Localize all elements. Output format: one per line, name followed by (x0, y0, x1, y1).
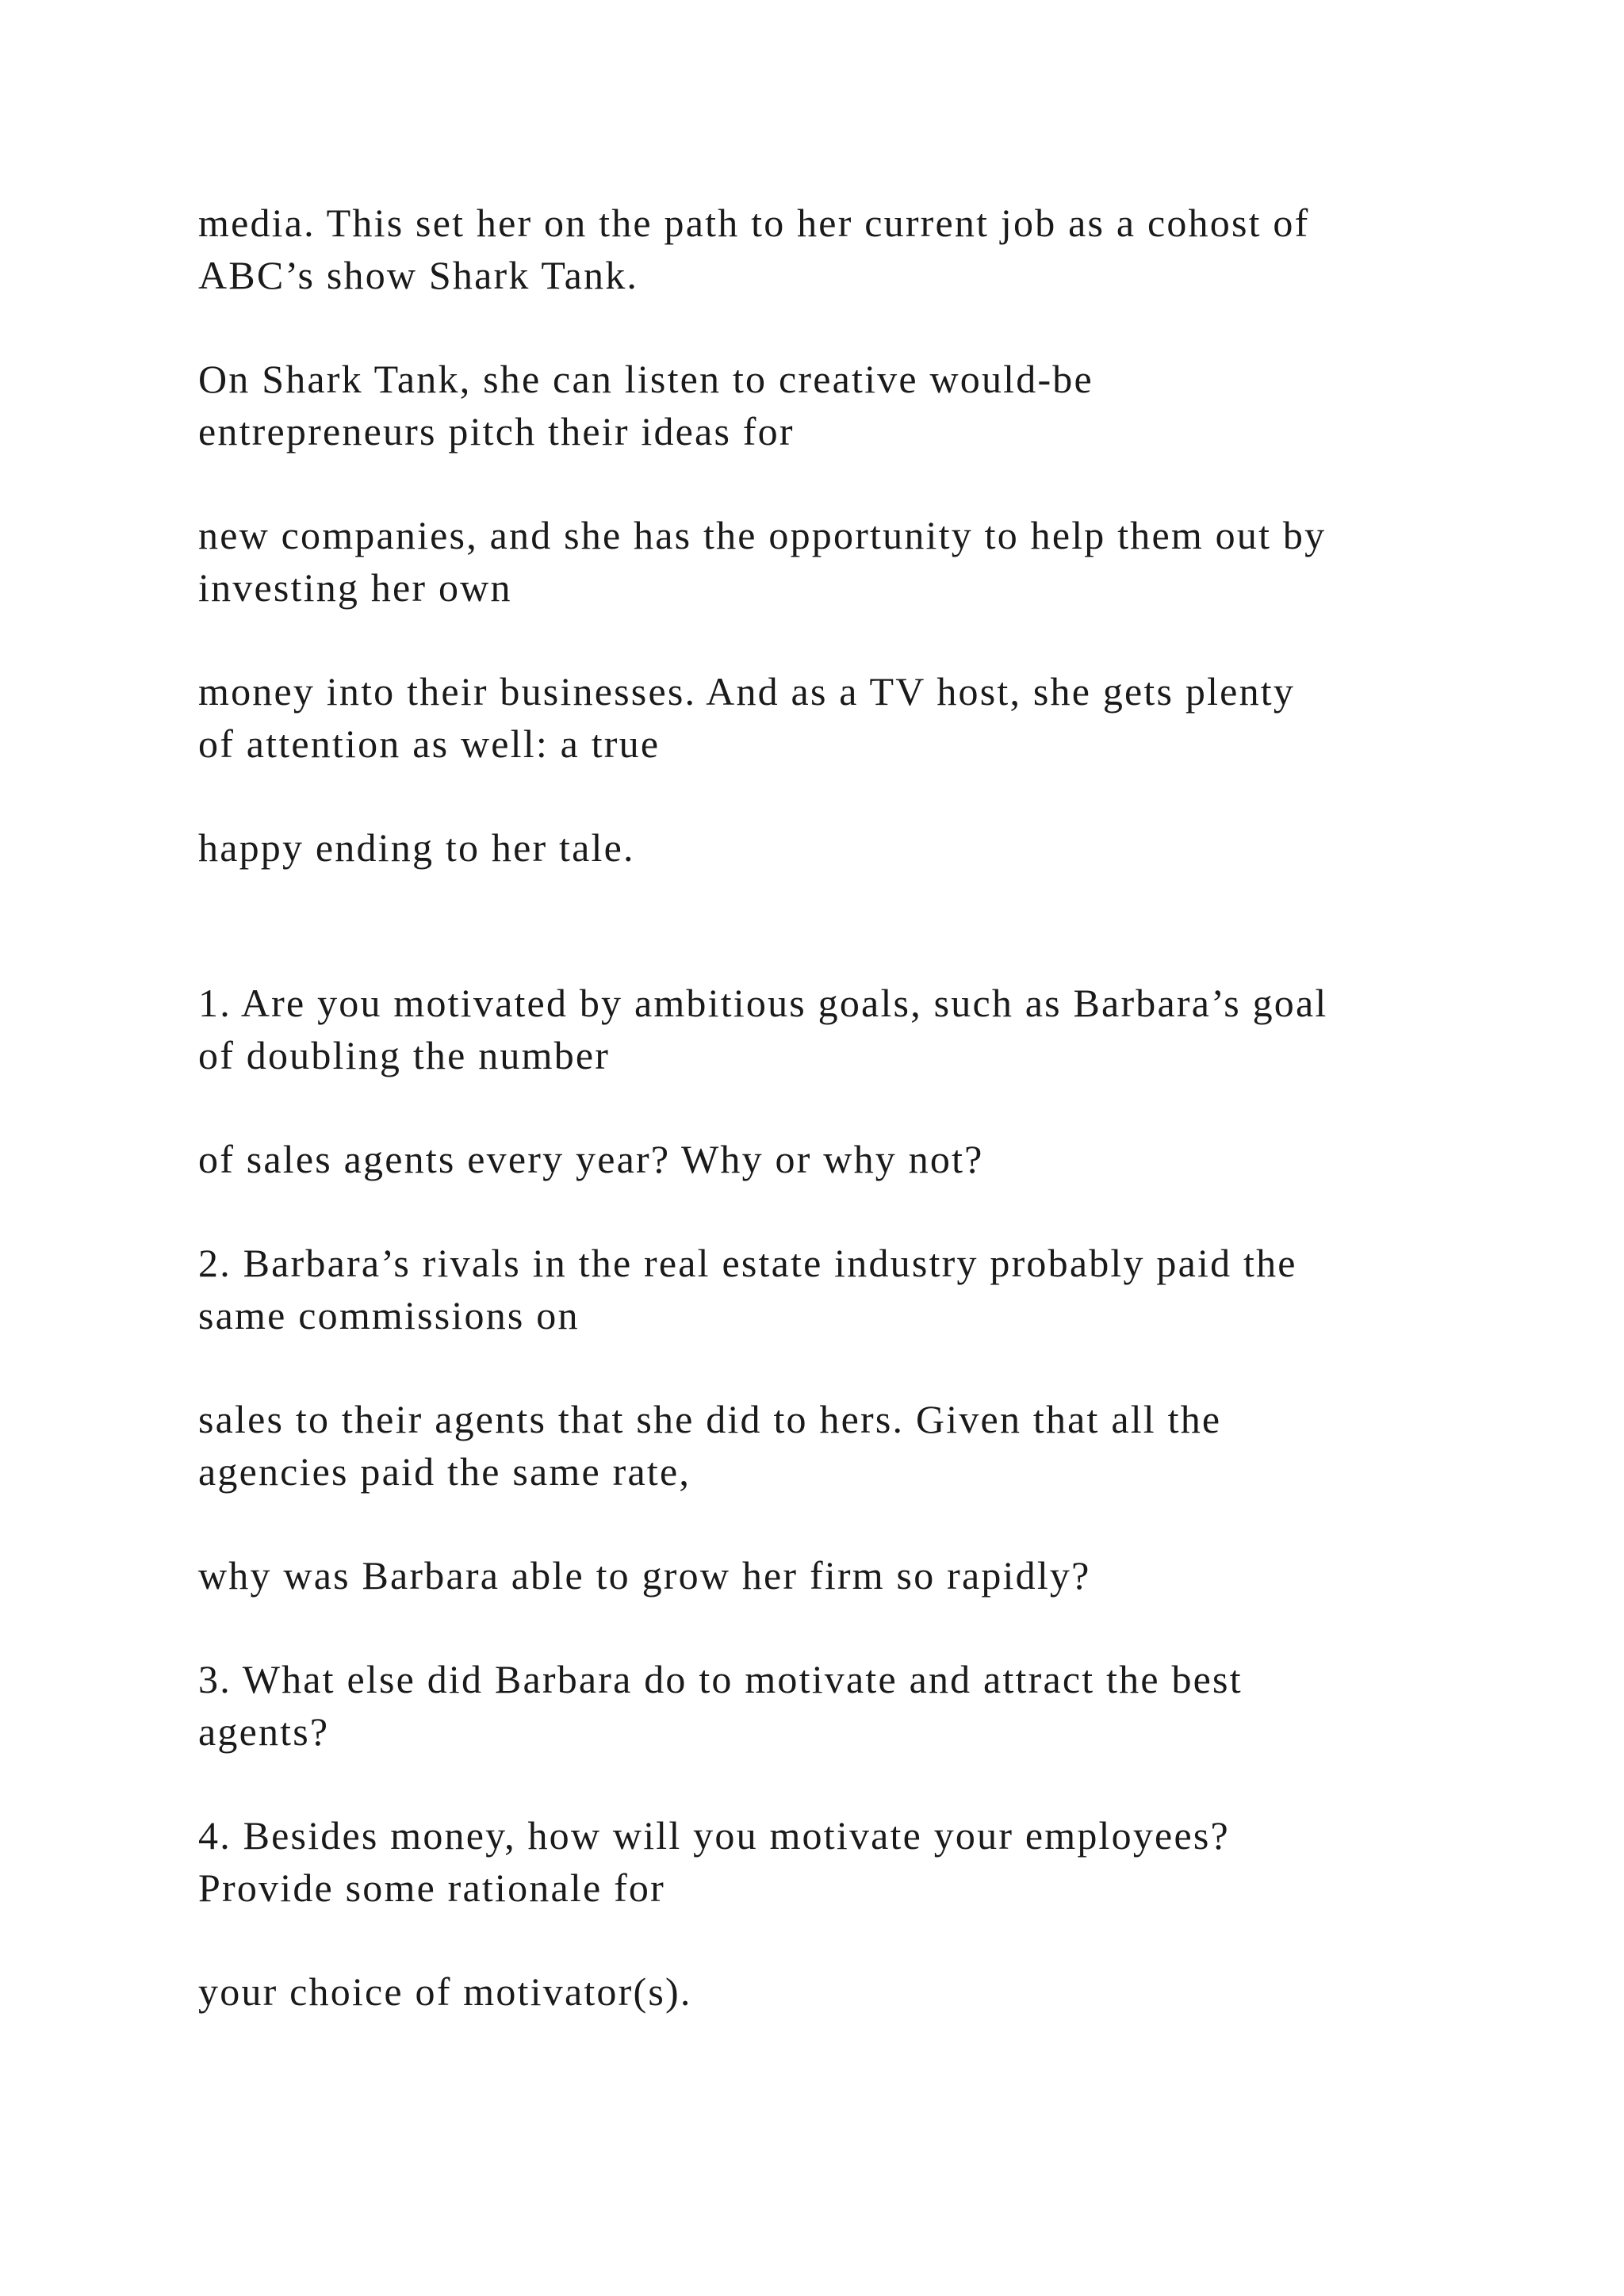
text-line: money into their businesses. And as a TV host, she gets plenty (198, 669, 1296, 714)
text-line: agencies paid the same rate, (198, 1449, 691, 1494)
text-line: Provide some rationale for (198, 1866, 665, 1910)
question-paragraph (198, 1809, 1499, 1914)
text-line: same commissions on (198, 1293, 580, 1337)
text-line: entrepreneurs pitch their ideas for (198, 409, 795, 453)
text-line: investing her own (198, 565, 512, 610)
text-line: 4. Besides money, how will you motivate your employees? (198, 1813, 1230, 1858)
text-line: why was Barbara able to grow her firm so rapidly? (198, 1553, 1091, 1598)
paragraph (198, 821, 1499, 874)
text-line: agents? (198, 1709, 330, 1754)
text-line: ABC’s show Shark Tank. (198, 253, 639, 297)
paragraph (198, 197, 1499, 301)
question-paragraph (198, 1393, 1499, 1498)
text-line: your choice of motivator(s). (198, 1969, 692, 2014)
text-line: of doubling the number (198, 1033, 611, 1077)
question-paragraph (198, 1549, 1499, 1601)
paragraph (198, 509, 1499, 614)
text-line: media. This set her on the path to her current job as a cohost of (198, 201, 1310, 245)
question-paragraph (198, 1965, 1499, 2018)
question-paragraph (198, 1133, 1499, 1185)
document-body (198, 197, 1499, 2069)
text-line: 3. What else did Barbara do to motivate and attract the best (198, 1657, 1243, 1701)
text-line: 1. Are you motivated by ambitious goals, such as Barbara’s goal (198, 981, 1328, 1025)
text-line: 2. Barbara’s rivals in the real estate industry probably paid the (198, 1241, 1297, 1285)
text-line: On Shark Tank, she can listen to creative would-be (198, 357, 1094, 401)
question-paragraph (198, 1237, 1499, 1341)
text-line: of attention as well: a true (198, 721, 661, 766)
text-line: of sales agents every year? Why or why not? (198, 1137, 984, 1181)
text-line: new companies, and she has the opportunity to help them out by (198, 513, 1327, 557)
text-line: happy ending to her tale. (198, 825, 635, 870)
question-paragraph (198, 1653, 1499, 1758)
question-paragraph (198, 977, 1499, 1081)
paragraph (198, 353, 1499, 457)
paragraph (198, 665, 1499, 770)
text-line: sales to their agents that she did to hers. Given that all the (198, 1397, 1222, 1441)
